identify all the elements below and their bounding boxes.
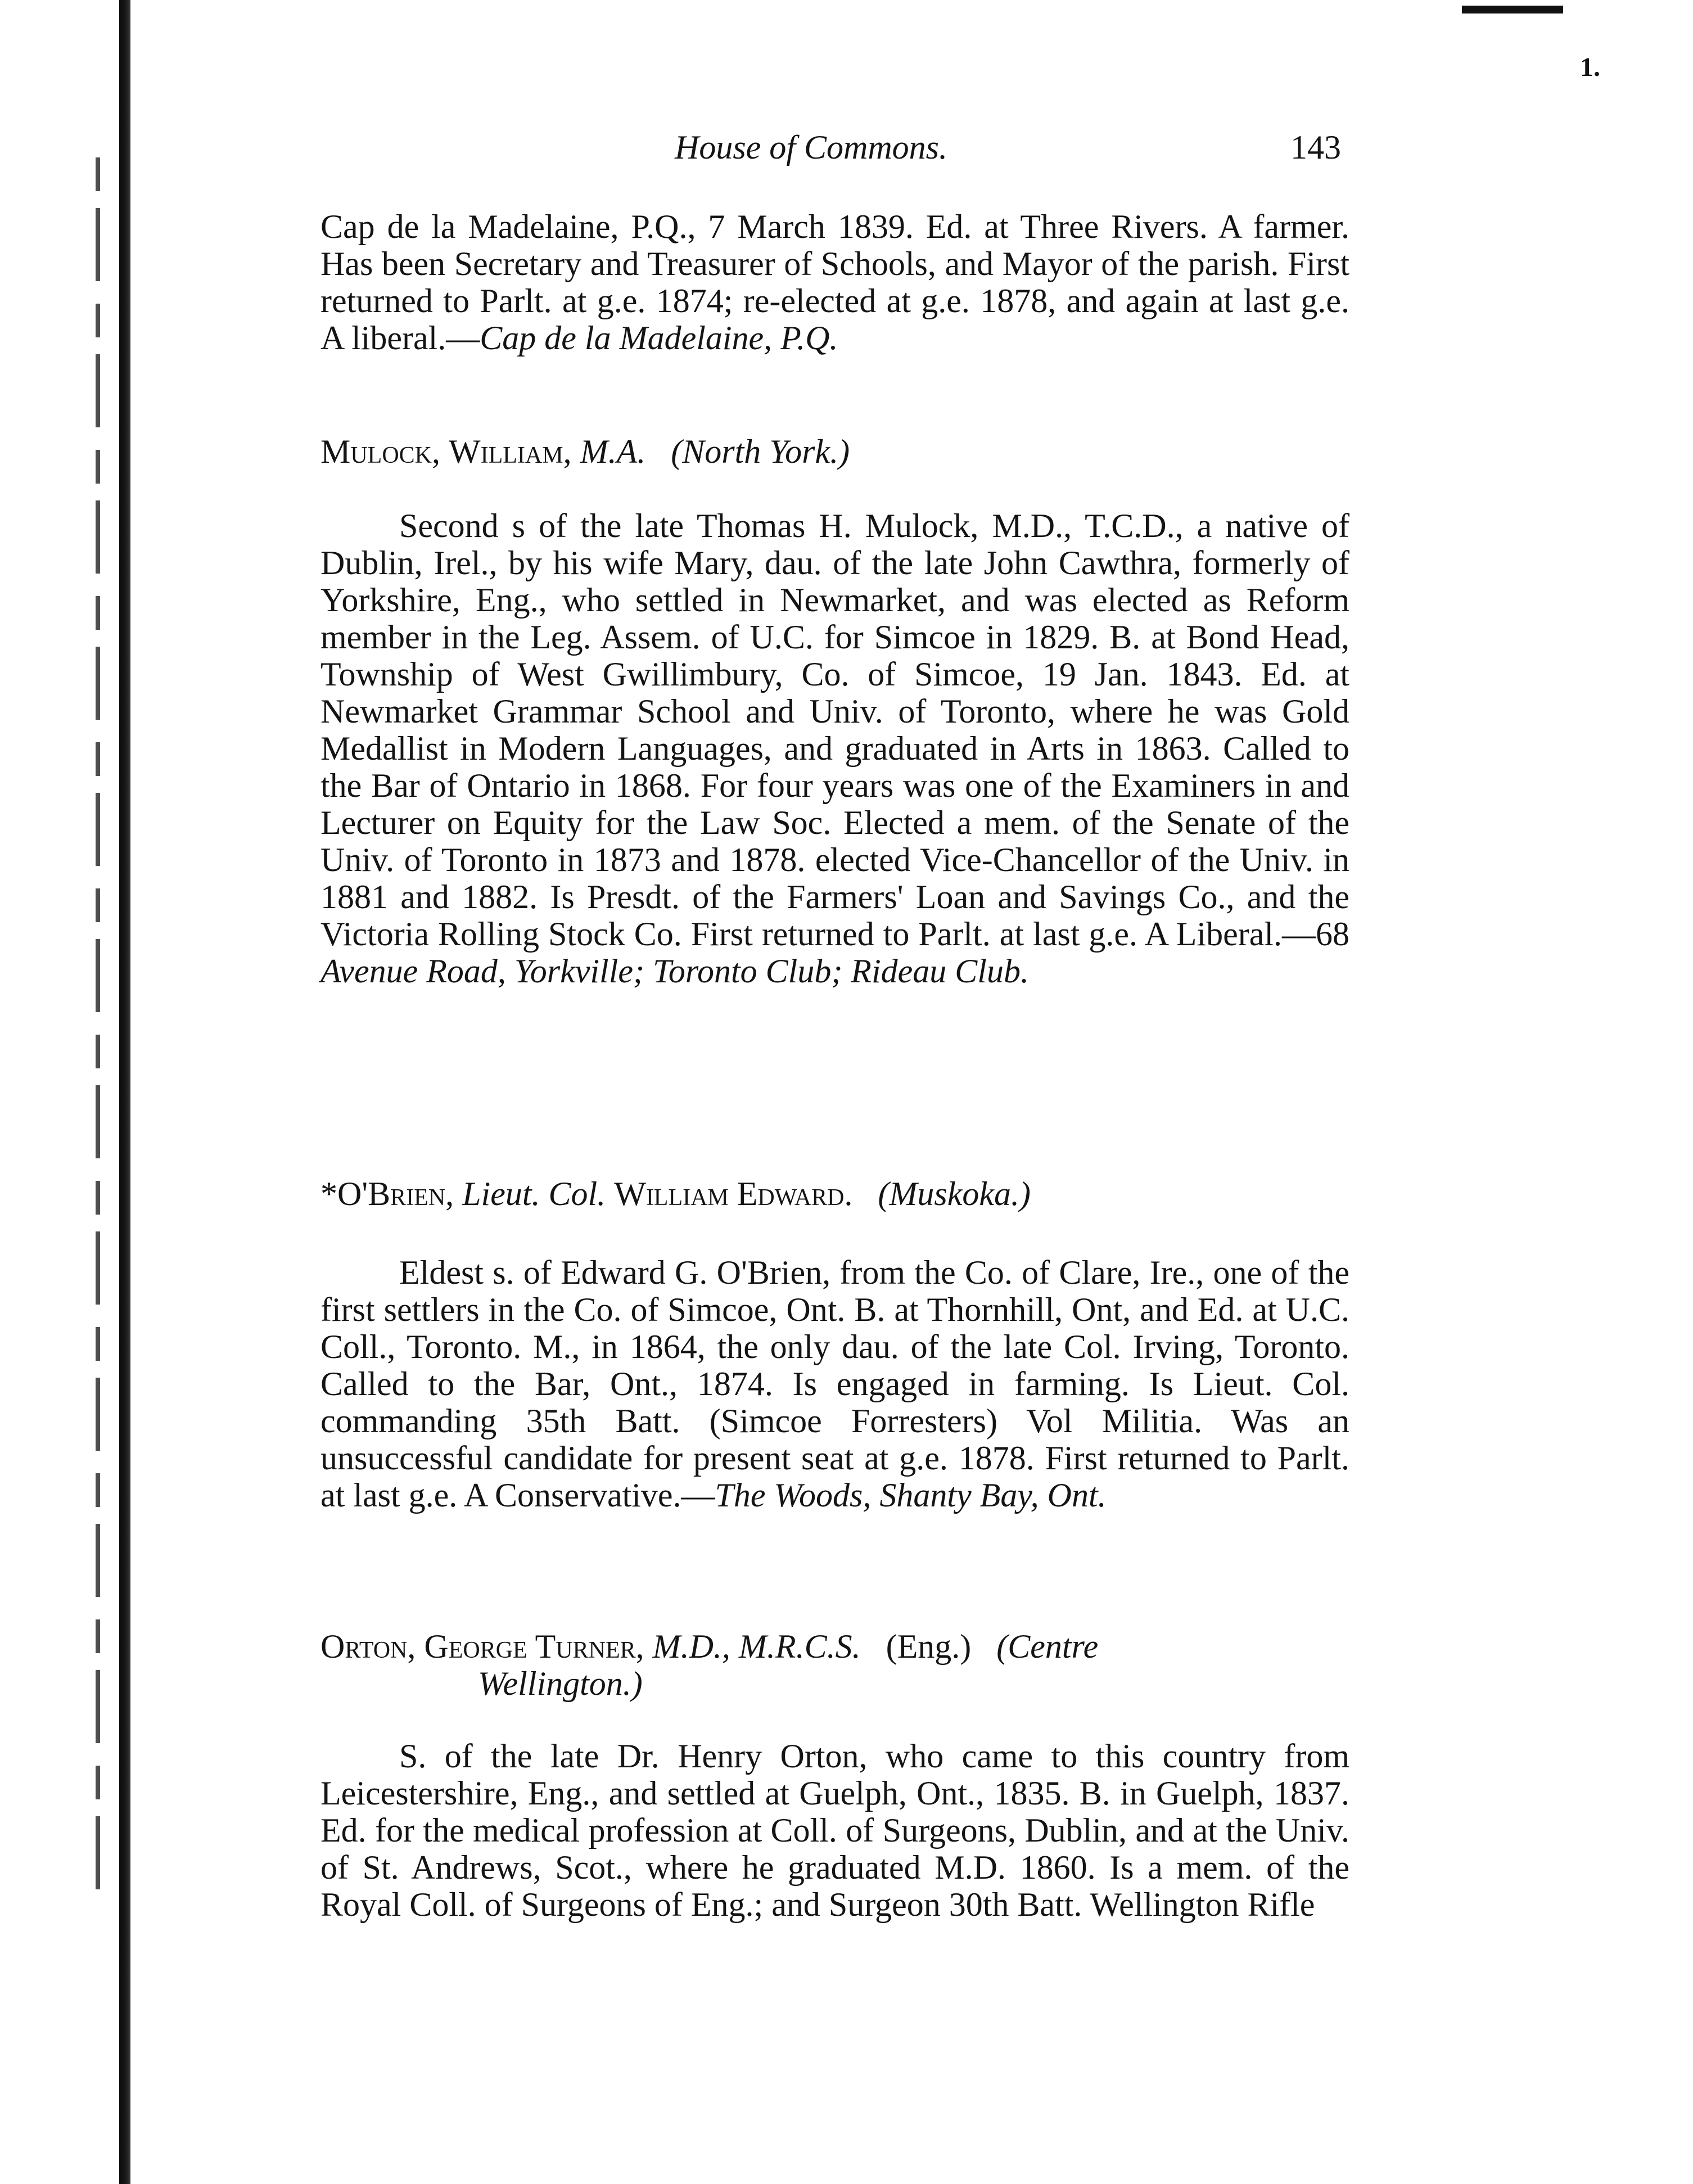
paragraph-text: Eldest s. of Edward G. O'Brien, from the Co. of Clare, Ire., one of the first settlers in the Co. of Simcoe, Ont. B. at Thornhill, Ont, and Ed. at U.C. Coll., Toronto. M., in 1864, the only dau. of the late Col. Irving, Toronto. Called to the Bar, Ont., 1874. Is engaged in farming. Is Lieut. Col. commanding 35th Batt. (Simcoe Forresters) Vol Militia. Was an unsuccessful candidate for present seat at g.e. 1878. First returned to Parlt. at last g.e. A Conservative.— <box>320 1254 1349 1514</box>
entry-heading-mulock <box>320 433 1349 470</box>
paragraph-text: S. of the late Dr. Henry Orton, who came to this country from Leicestershire, Eng., and settled at Guelph, Ont., 1835. B. in Guelph, 1837. Ed. for the medical profession at Coll. of Surgeons, Dublin, and at the Univ. of St. Andrews, Scot., where he graduated M.D. 1860. Is a mem. of the Royal Coll. of Surgeons of Eng.; and Surgeon 30th Batt. Wellington Rifle <box>320 1738 1349 1923</box>
entry-continuation <box>320 208 1349 357</box>
running-head: House of Commons. <box>675 129 948 166</box>
given-names: George Turner, <box>424 1628 644 1665</box>
entry-body-orton <box>320 1738 1349 1923</box>
entry-heading <box>320 433 1349 470</box>
paragraph <box>320 208 1349 357</box>
degree: M.D., M.R.C.S. <box>652 1628 861 1665</box>
address-text: Cap de la Madelaine, P.Q. <box>480 319 838 357</box>
degree-extra: (Eng.) <box>886 1628 972 1665</box>
entry-heading-obrien <box>320 1175 1349 1212</box>
entry-heading-continuation <box>320 1665 1349 1702</box>
entry-body-obrien <box>320 1254 1349 1514</box>
corner-mark: 1. <box>1580 52 1600 82</box>
surname: *O'Brien, <box>320 1175 454 1212</box>
binding-edge <box>119 0 130 2184</box>
address-text: The Woods, Shanty Bay, Ont. <box>715 1477 1107 1514</box>
entry-body-mulock <box>320 507 1349 990</box>
scan-artifact-bar <box>1462 6 1563 13</box>
surname: Orton, <box>320 1628 416 1665</box>
given-names: William, <box>449 433 572 470</box>
paragraph <box>320 1254 1349 1514</box>
paragraph-text: Cap de la Madelaine, P.Q., 7 March 1839. Ed. at Three Rivers. A farmer. Has been Secretary and Treasurer of Schools, and Mayor of the parish. First returned to Parlt. at g.e. 1874; re-elected at g.e. 1878, and again at last g.e. A liberal.— <box>320 208 1349 357</box>
constituency: (Centre <box>996 1628 1099 1665</box>
constituency: Wellington.) <box>478 1665 643 1702</box>
page-number: 143 <box>1290 129 1341 166</box>
entry-heading-orton <box>320 1628 1349 1702</box>
paragraph <box>320 507 1349 990</box>
paragraph-text: Second s of the late Thomas H. Mulock, M.D., T.C.D., a native of Dublin, Irel., by his wife Mary, dau. of the late John Cawthra, formerly of Yorkshire, Eng., who settled in Newmarket, and was elected as Reform member in the Leg. Assem. of U.C. for Simcoe in 1829. B. at Bond Head, Township of West Gwillimbury, Co. of Simcoe, 19 Jan. 1843. Ed. at Newmarket Grammar School and Univ. of Toronto, where he was Gold Medallist in Modern Languages, and graduated in Arts in 1863. Called to the Bar of Ontario in 1868. For four years was one of the Examiners in and Lecturer on Equity for the Law Soc. Elected a mem. of the Senate of the Univ. of Toronto in 1873 and 1878. elected Vice-Chancellor of the Univ. in 1881 and 1882. Is Presdt. of the Farmers' Loan and Savings Co., and the Victoria Rolling Stock Co. First returned to Parlt. at last g.e. A Liberal.—68 <box>320 507 1349 953</box>
entry-heading <box>320 1175 1349 1212</box>
degree: M.A. <box>580 433 646 470</box>
paragraph <box>320 1738 1349 1923</box>
constituency: (Muskoka.) <box>878 1175 1031 1212</box>
given-names: William Edward. <box>614 1175 853 1212</box>
constituency: (North York.) <box>671 433 850 470</box>
binding-shadow <box>96 157 100 1901</box>
address-text: Avenue Road, Yorkville; Toronto Club; Rideau Club. <box>320 953 1029 990</box>
surname: Mulock, <box>320 433 441 470</box>
entry-heading <box>320 1628 1349 1665</box>
rank: Lieut. Col. <box>462 1175 606 1212</box>
